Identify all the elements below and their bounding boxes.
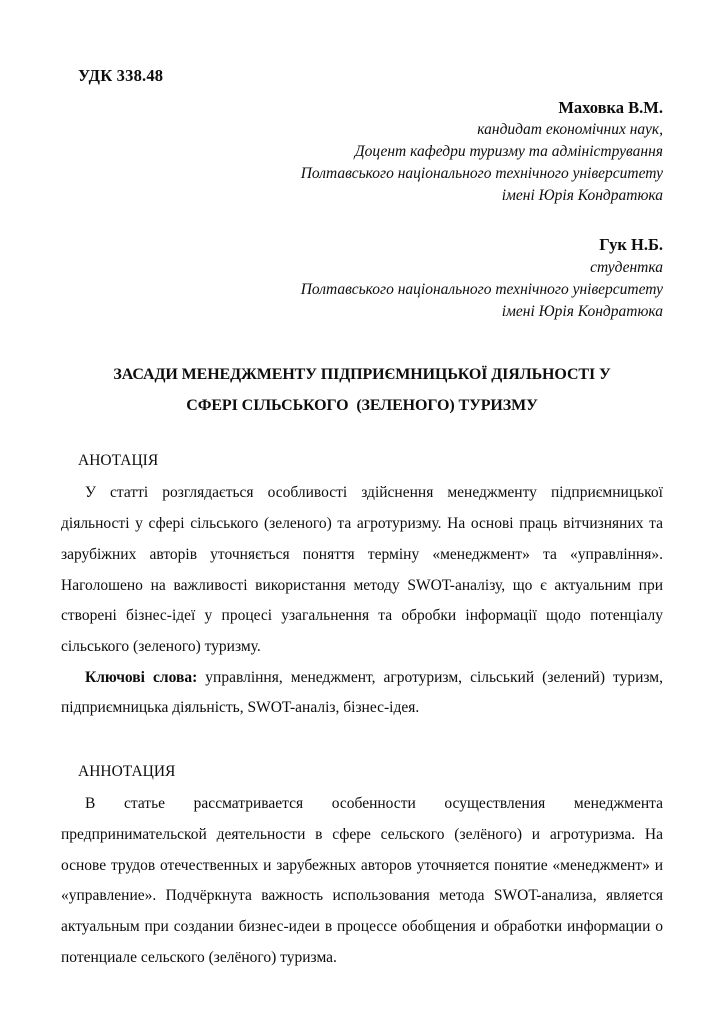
author-affiliation-line: Полтавського національного технічного університету [300,165,663,183]
page-title [61,359,663,421]
page-content [61,0,663,973]
author-affiliation-line: студентка [590,258,663,276]
abstract-heading-russian: АННОТАЦИЯ [78,762,176,780]
udc-code: УДК 338.48 [78,66,164,85]
title-line-1: ЗАСАДИ МЕНЕДЖМЕНТУ ПІДПРИЄМНИЦЬКОЇ ДІЯЛЬНОСТІ У [113,365,611,383]
author-affiliation-line: кандидат економічних наук, [477,121,663,139]
abstract-text-ukrainian: У статті розглядається особливості здійснення менеджменту підприємницької діяльності у сфері сільського (зеленого) та агротуризму. На основі праць вітчизняних та зарубіжних авторів уточняється поняття терміну «менеджмент» та «управління». Наголошено на важливості використання методу SWOT-аналізу, що є актуальним при створені бізнес-ідеї у процесі узагальнення та обробки інформації щодо потенціалу сільського (зеленого) туризму. [61,484,663,655]
abstract-text-russian: В статье рассматривается особенности осуществления менеджмента предпринимательской деятельности в сфере сельского (зелёного) и агротуризма. На основе трудов отечественных и зарубежных авторов уточняется понятие «менеджмент» и «управление». Подчёркнута важность использования метода SWOT-анализа, является актуальным при создании бизнес-идеи в процессе обобщения и обработки информации о потенциале сельского (зелёного) туризма. [61,795,663,966]
author-name-2: Гук Н.Б. [599,235,663,255]
keywords-values: управління, менеджмент, агротуризм, сільський (зелений) туризм, підприємницька діяльність, SWOT-аналіз, бізнес-ідея. [61,668,663,717]
title-line-2: СФЕРІ СІЛЬСЬКОГО (ЗЕЛЕНОГО) ТУРИЗМУ [186,397,538,415]
abstract-heading-ukrainian: АНОТАЦІЯ [78,452,159,470]
keywords-label: Ключові слова: [85,668,198,686]
author-affiliation-line: імені Юрія Кондратюка [501,187,663,205]
abstract-section-russian [61,760,663,973]
author-affiliation-line: Доцент кафедри туризму та адміністрування [354,143,663,161]
author-affiliation-line: Полтавського національного технічного університету [300,280,663,298]
abstract-section-ukrainian [61,449,663,724]
author-affiliation-line: імені Юрія Кондратюка [501,302,663,320]
author-name-1: Маховка В.М. [558,98,663,117]
author-block-1 [61,96,663,207]
author-block-2 [61,233,663,322]
keywords-paragraph [61,663,663,724]
